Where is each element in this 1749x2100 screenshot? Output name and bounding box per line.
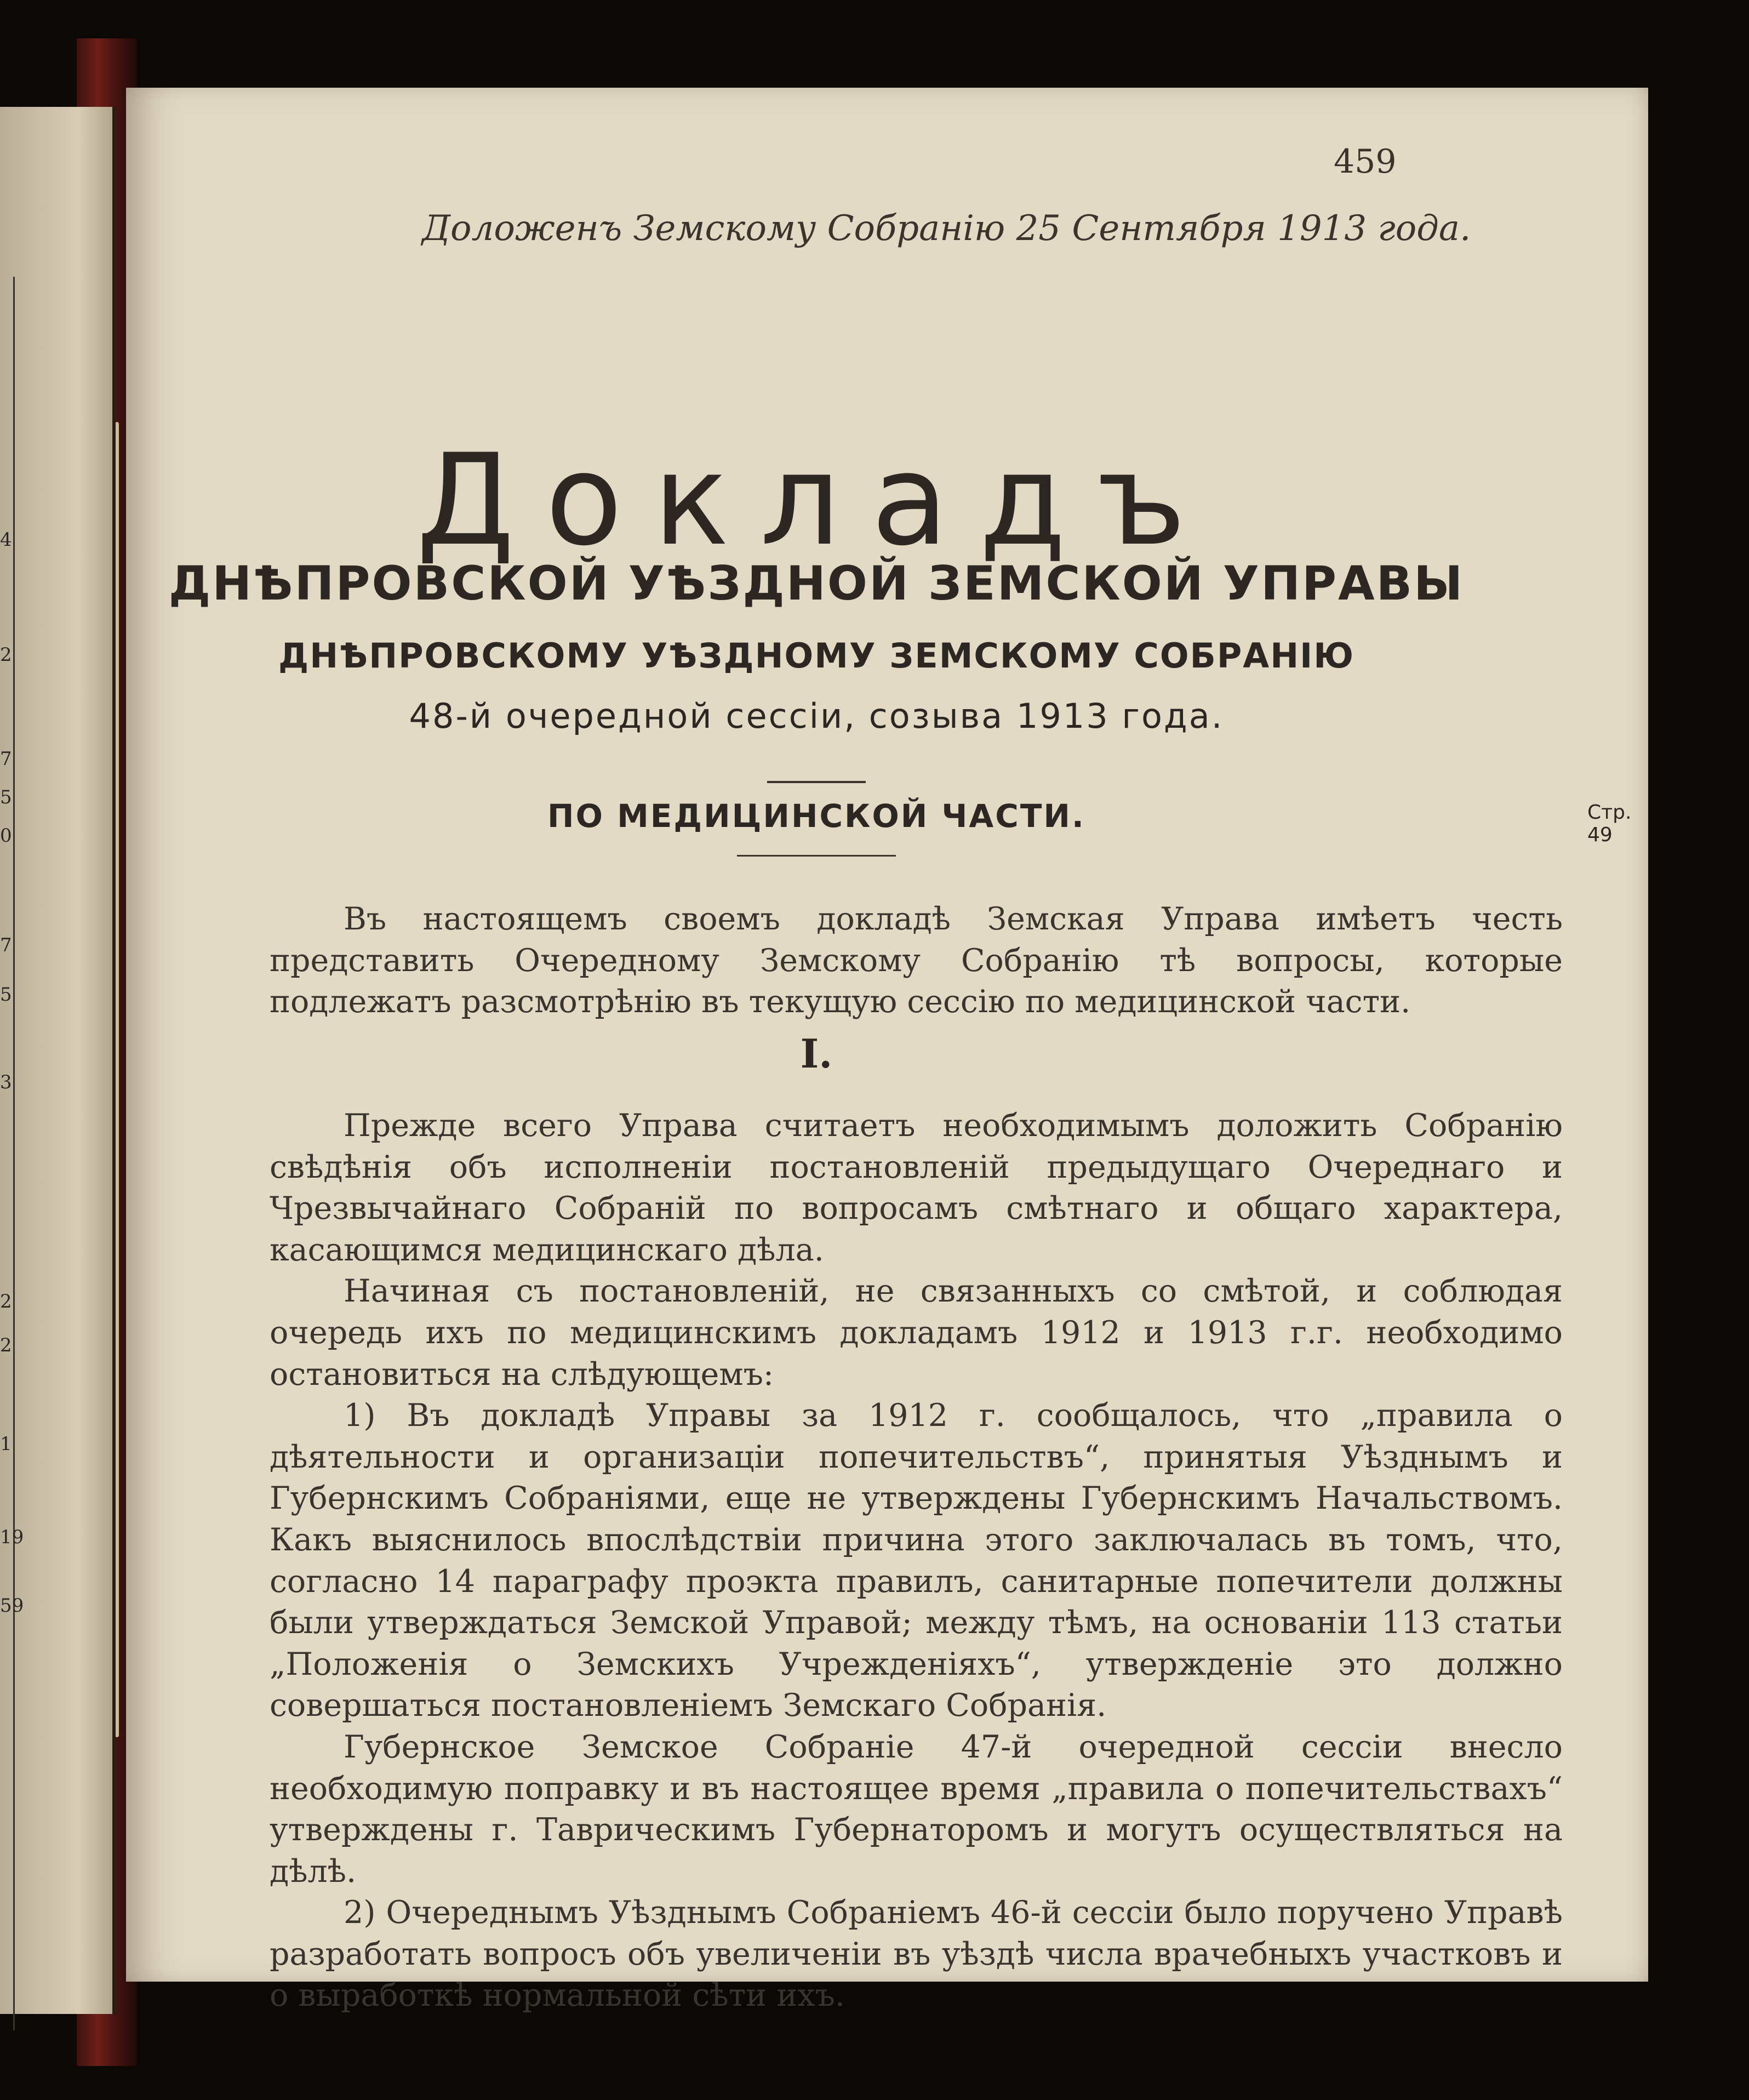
left-page-edge bbox=[0, 107, 116, 2014]
paragraph: Прежде всего Управа считаетъ необходимымъ доложить Собранію свѣдѣнія объ исполненіи постановленій предыдущаго Очереднаго и Чрезвычайнаго Собраній по вопросамъ смѣтнаго и общаго характера, касающимся медицинскаго дѣла. bbox=[270, 1108, 1563, 1268]
margin-number: 0 bbox=[0, 825, 12, 847]
margin-number: 5 bbox=[0, 984, 12, 1006]
margin-number: 2 bbox=[0, 1291, 12, 1312]
margin-page-reference: Стр. 49 bbox=[1587, 801, 1632, 846]
section-heading: ПО МЕДИЦИНСКОЙ ЧАСТИ. bbox=[547, 797, 1085, 835]
report-subtitle-assembly: ДНѢПРОВСКОМУ УѢЗДНОМУ ЗЕМСКОМУ СОБРАНІЮ bbox=[278, 636, 1354, 676]
margin-number: 3 bbox=[0, 1071, 12, 1093]
intro-paragraph-block bbox=[270, 899, 1563, 1023]
margin-number: 1 bbox=[0, 1433, 12, 1455]
margin-rule bbox=[13, 277, 15, 2030]
margin-number: 7 bbox=[0, 748, 12, 770]
part-numeral: I. bbox=[800, 1030, 833, 1077]
binding-thread bbox=[115, 422, 119, 1737]
report-title: Докладъ bbox=[416, 427, 1217, 574]
section-divider bbox=[767, 781, 866, 783]
report-subtitle-session: 48-й очередной сессіи, созыва 1913 года. bbox=[409, 696, 1224, 736]
paragraph: 1) Въ докладѣ Управы за 1912 г. сообщалось, что „правила о дѣятельности и организаціи попечительствъ“, принятыя Уѣзднымъ и Губернскимъ Собраніями, еще не утверждены Губернскимъ Начальствомъ. Какъ выяснилось впослѣдствіи причина этого заключалась въ томъ, что, согласно 14 параграфу проэкта правилъ, санитарные попечители должны были утверждаться Земской Управой; между тѣмъ, на основаніи 113 статьи „Положенія о Земскихъ Учрежденіяхъ“, утвержденіе это должно совершаться постановленіемъ Земскаго Собранія. bbox=[270, 1397, 1563, 1724]
margin-number: 2 bbox=[0, 644, 12, 666]
paragraph: 2) Очереднымъ Уѣзднымъ Собраніемъ 46-й сессіи было поручено Управѣ разработать вопросъ объ увеличеніи въ уѣздѣ числа врачебныхъ участковъ и о выработкѣ нормальной сѣти ихъ. bbox=[270, 1894, 1563, 2014]
margin-number: 7 bbox=[0, 934, 12, 956]
margin-number: 19 bbox=[0, 1526, 24, 1548]
document-page bbox=[126, 88, 1648, 2014]
margin-number: 2 bbox=[0, 1334, 12, 1356]
margin-number: 4 bbox=[0, 529, 12, 551]
paragraph: Начиная съ постановленій, не связанныхъ со смѣтой, и соблюдая очередь ихъ по медицинскимъ докладамъ 1912 и 1913 г.г. необходимо остановиться на слѣдующемъ: bbox=[270, 1273, 1563, 1393]
intro-paragraph: Въ настоящемъ своемъ докладѣ Земская Управа имѣетъ честь представить Очередному Земскому Собранію тѣ вопросы, которые подлежатъ разсмотрѣнію въ текущую сессію по медицинской части. bbox=[270, 901, 1563, 1020]
section-divider bbox=[737, 855, 896, 857]
report-subtitle-board: ДНѢПРОВСКОЙ УѢЗДНОЙ ЗЕМСКОЙ УПРАВЫ bbox=[168, 556, 1465, 611]
margin-number: 5 bbox=[0, 786, 12, 808]
paragraph: Губернское Земское Собраніе 47-й очередной сессіи внесло необходимую поправку и въ настоящее время „правила о попечительствахъ“ утверждены г. Таврическимъ Губернаторомъ и могутъ осуществляться на дѣлѣ. bbox=[270, 1728, 1563, 1890]
page-number: 459 bbox=[1334, 142, 1397, 181]
presentation-date-line: Доложенъ Земскому Собранію 25 Сентября 1913 года. bbox=[422, 208, 1471, 249]
main-text bbox=[270, 1105, 1563, 2017]
margin-number: 59 bbox=[0, 1595, 24, 1617]
